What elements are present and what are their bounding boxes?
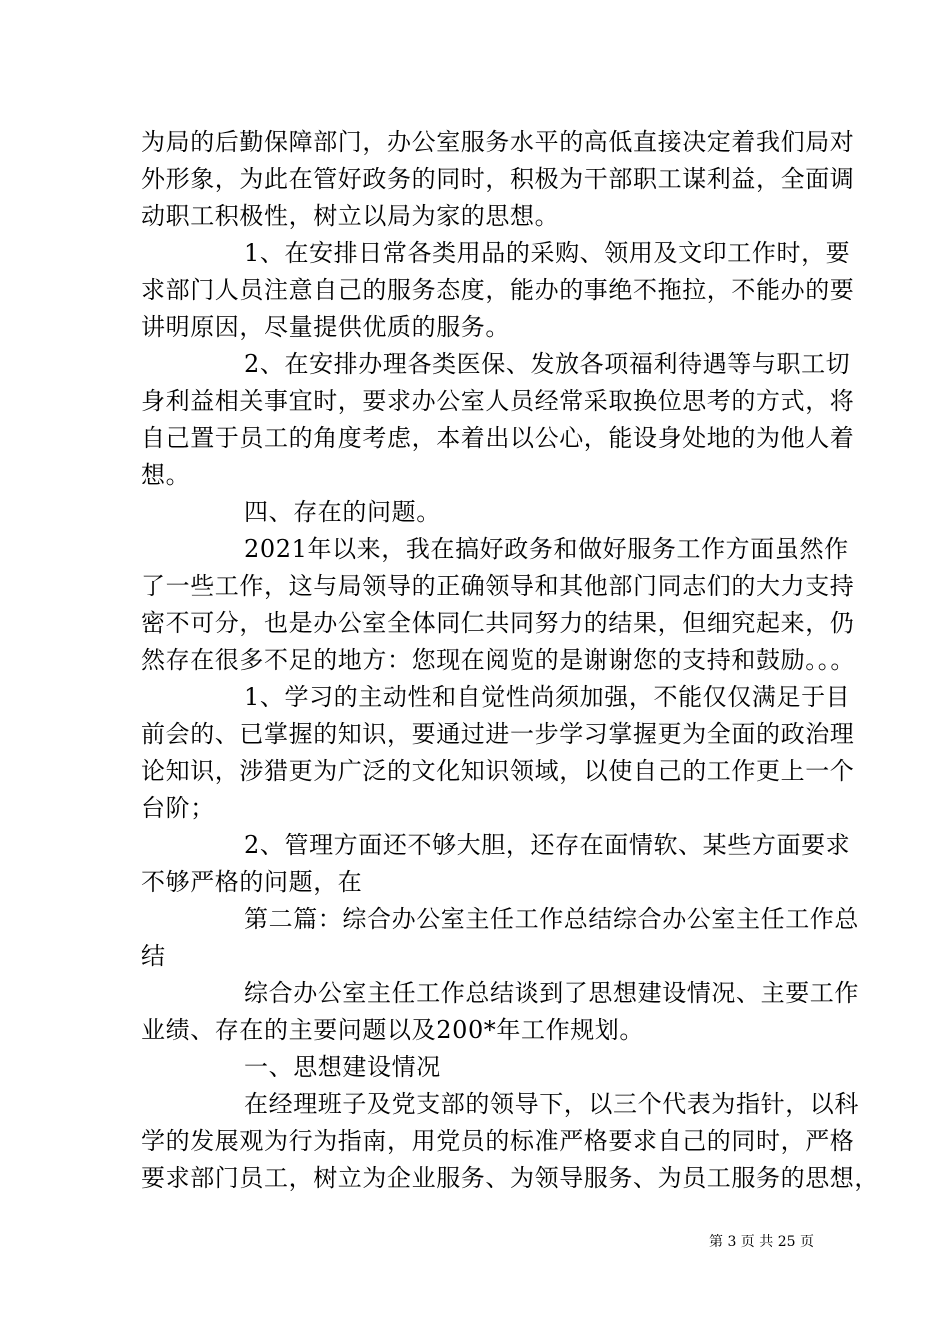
section-heading: 一、思想建设情况	[244, 1053, 441, 1081]
text-line: 然存在很多不足的地方：您现在阅览的是谢谢您的支持和鼓励。。。	[141, 646, 855, 674]
text-line: 1、在安排日常各类用品的采购、领用及文印工作时，要	[244, 239, 851, 267]
text-line: 身利益相关事宜时，要求办公室人员经常采取换位思考的方式，将	[141, 387, 855, 415]
text-line: 动职工积极性，树立以局为家的思想。	[141, 202, 560, 230]
text-line: 不够严格的问题，在	[141, 868, 363, 896]
text-line: 2、管理方面还不够大胆，还存在面情软、某些方面要求	[244, 831, 851, 859]
text-line: 论知识，涉猎更为广泛的文化知识领域，以使自己的工作更上一个	[141, 757, 855, 785]
text-line: 了一些工作，这与局领导的正确领导和其他部门同志们的大力支持	[141, 572, 855, 600]
text-line: 前会的、已掌握的知识，要通过进一步学习掌握更为全面的政治理	[141, 720, 855, 748]
text-line: 求部门人员注意自己的服务态度，能办的事绝不拖拉，不能办的要	[141, 276, 855, 304]
chapter-heading: 结	[141, 942, 166, 970]
text-line: 密不可分，也是办公室全体同仁共同努力的结果，但细究起来，仍	[141, 609, 855, 637]
text-line: 台阶；	[141, 794, 215, 822]
text-line: 在经理班子及党支部的领导下，以三个代表为指针，以科	[244, 1090, 859, 1118]
text-line: 想。	[141, 461, 191, 489]
text-line: 业绩、存在的主要问题以及200*年工作规划。	[141, 1016, 645, 1044]
text-line: 2021年以来，我在搞好政务和做好服务工作方面虽然作	[244, 535, 849, 563]
section-heading: 四、存在的问题。	[244, 498, 441, 526]
text-line: 综合办公室主任工作总结谈到了思想建设情况、主要工作	[244, 979, 859, 1007]
text-line: 为局的后勤保障部门，办公室服务水平的高低直接决定着我们局对	[141, 128, 855, 156]
page-number-footer: 第 3 页 共 25 页	[709, 1234, 814, 1250]
text-line: 学的发展观为行为指南，用党员的标准严格要求自己的同时，严格	[141, 1127, 855, 1155]
text-line: 自己置于员工的角度考虑，本着出以公心，能设身处地的为他人着	[141, 424, 855, 452]
text-line: 要求部门员工，树立为企业服务、为领导服务、为员工服务的思想，	[141, 1164, 879, 1192]
text-line: 外形象，为此在管好政务的同时，积极为干部职工谋利益，全面调	[141, 165, 855, 193]
text-line: 1、学习的主动性和自觉性尚须加强，不能仅仅满足于目	[244, 683, 851, 711]
text-line: 讲明原因，尽量提供优质的服务。	[141, 313, 510, 341]
text-line: 2、在安排办理各类医保、发放各项福利待遇等与职工切	[244, 350, 851, 378]
chapter-heading: 第二篇：综合办公室主任工作总结综合办公室主任工作总	[244, 905, 859, 933]
